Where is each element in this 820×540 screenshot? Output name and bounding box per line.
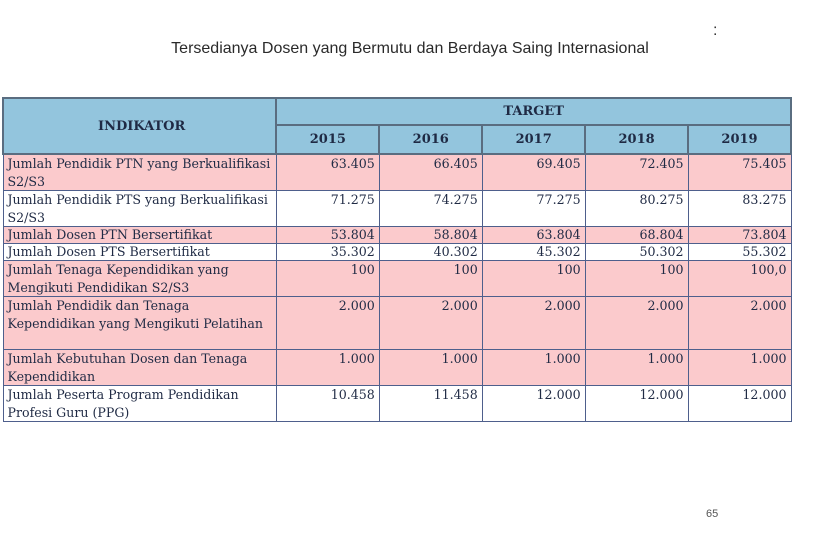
year-header: 2018 [585,125,688,154]
indicator-cell: Jumlah Kebutuhan Dosen dan Tenaga Kependidikan [3,350,276,386]
indicator-cell: Jumlah Pendidik dan Tenaga Kependidikan yang Mengikuti Pelatihan [3,297,276,350]
value-cell: 35.302 [276,244,379,261]
indicator-header: INDIKATOR [3,98,276,154]
value-cell: 100,0 [688,261,791,297]
table-row [3,261,791,297]
value-cell: 12.000 [482,386,585,422]
target-table-container [2,97,787,425]
value-cell: 45.302 [482,244,585,261]
year-header: 2019 [688,125,791,154]
value-cell: 83.275 [688,191,791,227]
target-table [2,97,792,422]
value-cell: 1.000 [379,350,482,386]
value-cell: 66.405 [379,154,482,191]
value-cell: 100 [585,261,688,297]
value-cell: 53.804 [276,227,379,244]
value-cell: 2.000 [688,297,791,350]
value-cell: 1.000 [688,350,791,386]
target-header: TARGET [276,98,791,125]
slide-title: Tersedianya Dosen yang Bermutu dan Berdaya Saing Internasional [171,40,649,57]
value-cell: 63.804 [482,227,585,244]
value-cell: 75.405 [688,154,791,191]
indicator-cell: Jumlah Dosen PTS Bersertifikat [3,244,276,261]
indicator-cell: Jumlah Pendidik PTN yang Berkualifikasi S2/S3 [3,154,276,191]
value-cell: 77.275 [482,191,585,227]
value-cell: 10.458 [276,386,379,422]
table-row [3,350,791,386]
year-header: 2017 [482,125,585,154]
indicator-cell: Jumlah Pendidik PTS yang Berkualifikasi S2/S3 [3,191,276,227]
value-cell: 69.405 [482,154,585,191]
value-cell: 2.000 [276,297,379,350]
value-cell: 1.000 [585,350,688,386]
table-row [3,154,791,191]
value-cell: 74.275 [379,191,482,227]
value-cell: 2.000 [379,297,482,350]
value-cell: 55.302 [688,244,791,261]
value-cell: 12.000 [688,386,791,422]
table-row [3,386,791,422]
value-cell: 63.405 [276,154,379,191]
value-cell: 71.275 [276,191,379,227]
value-cell: 72.405 [585,154,688,191]
value-cell: 11.458 [379,386,482,422]
value-cell: 40.302 [379,244,482,261]
value-cell: 2.000 [585,297,688,350]
value-cell: 2.000 [482,297,585,350]
value-cell: 80.275 [585,191,688,227]
indicator-cell: Jumlah Peserta Program Pendidikan Profesi Guru (PPG) [3,386,276,422]
value-cell: 12.000 [585,386,688,422]
value-cell: 50.302 [585,244,688,261]
indicator-cell: Jumlah Tenaga Kependidikan yang Mengikuti Pendidikan S2/S3 [3,261,276,297]
value-cell: 100 [379,261,482,297]
value-cell: 1.000 [276,350,379,386]
table-row [3,244,791,261]
year-header: 2016 [379,125,482,154]
table-row [3,297,791,350]
table-row [3,191,791,227]
indicator-cell: Jumlah Dosen PTN Bersertifikat [3,227,276,244]
value-cell: 1.000 [482,350,585,386]
value-cell: 58.804 [379,227,482,244]
table-row [3,227,791,244]
value-cell: 100 [482,261,585,297]
colon-mark: : [713,22,718,39]
value-cell: 68.804 [585,227,688,244]
value-cell: 100 [276,261,379,297]
value-cell: 73.804 [688,227,791,244]
page-number: 65 [706,508,719,520]
year-header: 2015 [276,125,379,154]
